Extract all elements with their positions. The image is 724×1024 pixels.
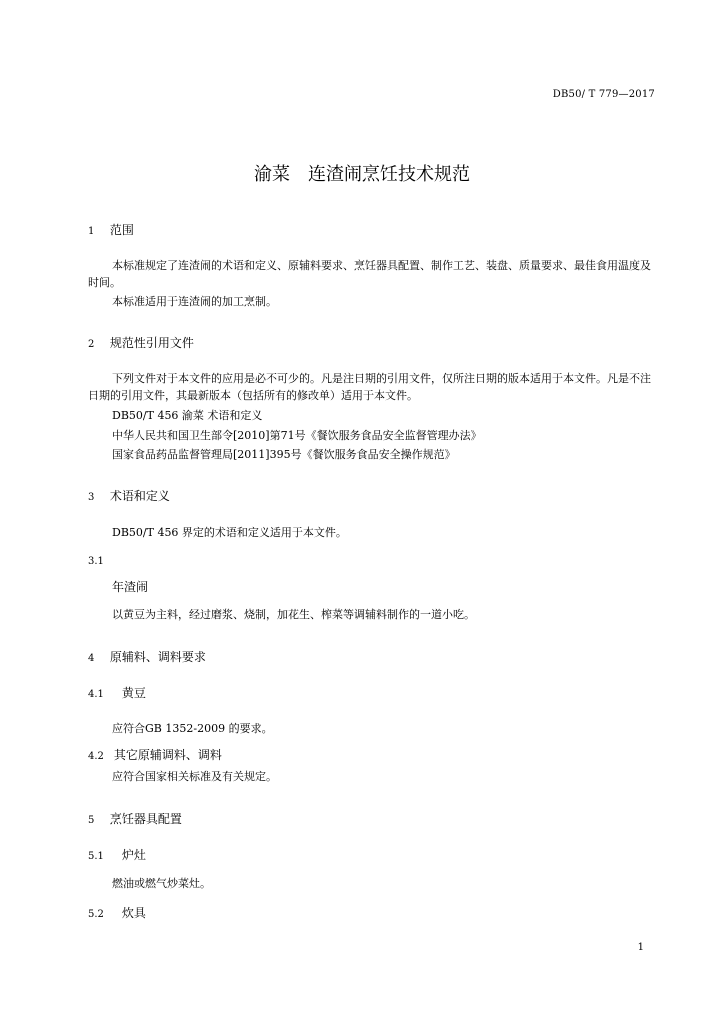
section-title: 规范性引用文件 bbox=[109, 336, 194, 350]
subsection-heading-4-2 bbox=[88, 746, 222, 763]
subsection-number: 4.1 bbox=[88, 689, 104, 700]
subsection-heading-4-1 bbox=[88, 684, 146, 701]
reference-item: 中华人民共和国卫生部令[2010]第71号《餐饮服务食品安全监督管理办法》 bbox=[112, 429, 482, 442]
section-title: 原辅料、调料要求 bbox=[109, 650, 206, 664]
section-heading-1 bbox=[88, 221, 134, 238]
page-number: 1 bbox=[637, 942, 644, 953]
subsection-number: 4.2 bbox=[88, 751, 104, 762]
paragraph: 本标准规定了连渣闹的术语和定义、原辅料要求、烹饪器具配置、制作工艺、装盘、质量要求、最佳食用温度及时间。 bbox=[88, 259, 651, 289]
subsection-number: 5.2 bbox=[88, 909, 104, 920]
subsection-heading-5-1 bbox=[88, 846, 146, 863]
subsection-title: 黄豆 bbox=[121, 686, 146, 700]
reference-item: 国家食品药品监督管理局[2011]395号《餐饮服务食品安全操作规范》 bbox=[112, 448, 456, 461]
paragraph: 应符合GB 1352-2009 的要求。 bbox=[112, 722, 273, 735]
section-title: 烹饪器具配置 bbox=[109, 812, 182, 826]
section-number: 3 bbox=[88, 492, 95, 503]
term-definition: 以黄豆为主料，经过磨浆、烧制，加花生、榨菜等调辅料制作的一道小吃。 bbox=[112, 608, 475, 621]
section-heading-2 bbox=[88, 334, 194, 351]
section-number: 5 bbox=[88, 815, 95, 826]
section-title: 范围 bbox=[109, 223, 134, 237]
reference-item: DB50/T 456 渝菜 术语和定义 bbox=[112, 409, 263, 422]
section-title: 术语和定义 bbox=[109, 489, 170, 503]
paragraph: 燃油或燃气炒菜灶。 bbox=[112, 877, 211, 890]
paragraph: 本标准适用于连渣闹的加工烹制。 bbox=[112, 295, 277, 308]
subsection-heading-5-2 bbox=[88, 904, 146, 921]
section-number: 4 bbox=[88, 653, 95, 664]
subsection-number: 5.1 bbox=[88, 851, 104, 862]
section-heading-4 bbox=[88, 648, 206, 665]
document-title: 渝菜 连渣闹烹饪技术规范 bbox=[254, 164, 470, 185]
document-number: DB50/ T 779—2017 bbox=[552, 89, 655, 100]
term-name: 年渣闹 bbox=[112, 580, 149, 594]
paragraph: 应符合国家相关标准及有关规定。 bbox=[112, 770, 277, 783]
paragraph: 下列文件对于本文件的应用是必不可少的。凡是注日期的引用文件，仅所注日期的版本适用于本文件。凡是不注日期的引用文件，其最新版本（包括所有的修改单）适用于本文件。 bbox=[88, 372, 651, 402]
subsection-title: 炉灶 bbox=[121, 848, 146, 862]
section-heading-5 bbox=[88, 810, 182, 827]
section-number: 2 bbox=[88, 339, 95, 350]
section-heading-3 bbox=[88, 487, 170, 504]
subsection-number: 3.1 bbox=[88, 556, 104, 567]
subsection-title: 其它原辅调料、调料 bbox=[113, 748, 222, 762]
section-number: 1 bbox=[88, 226, 95, 237]
subsection-title: 炊具 bbox=[121, 906, 146, 920]
paragraph: DB50/T 456 界定的术语和定义适用于本文件。 bbox=[112, 526, 347, 539]
